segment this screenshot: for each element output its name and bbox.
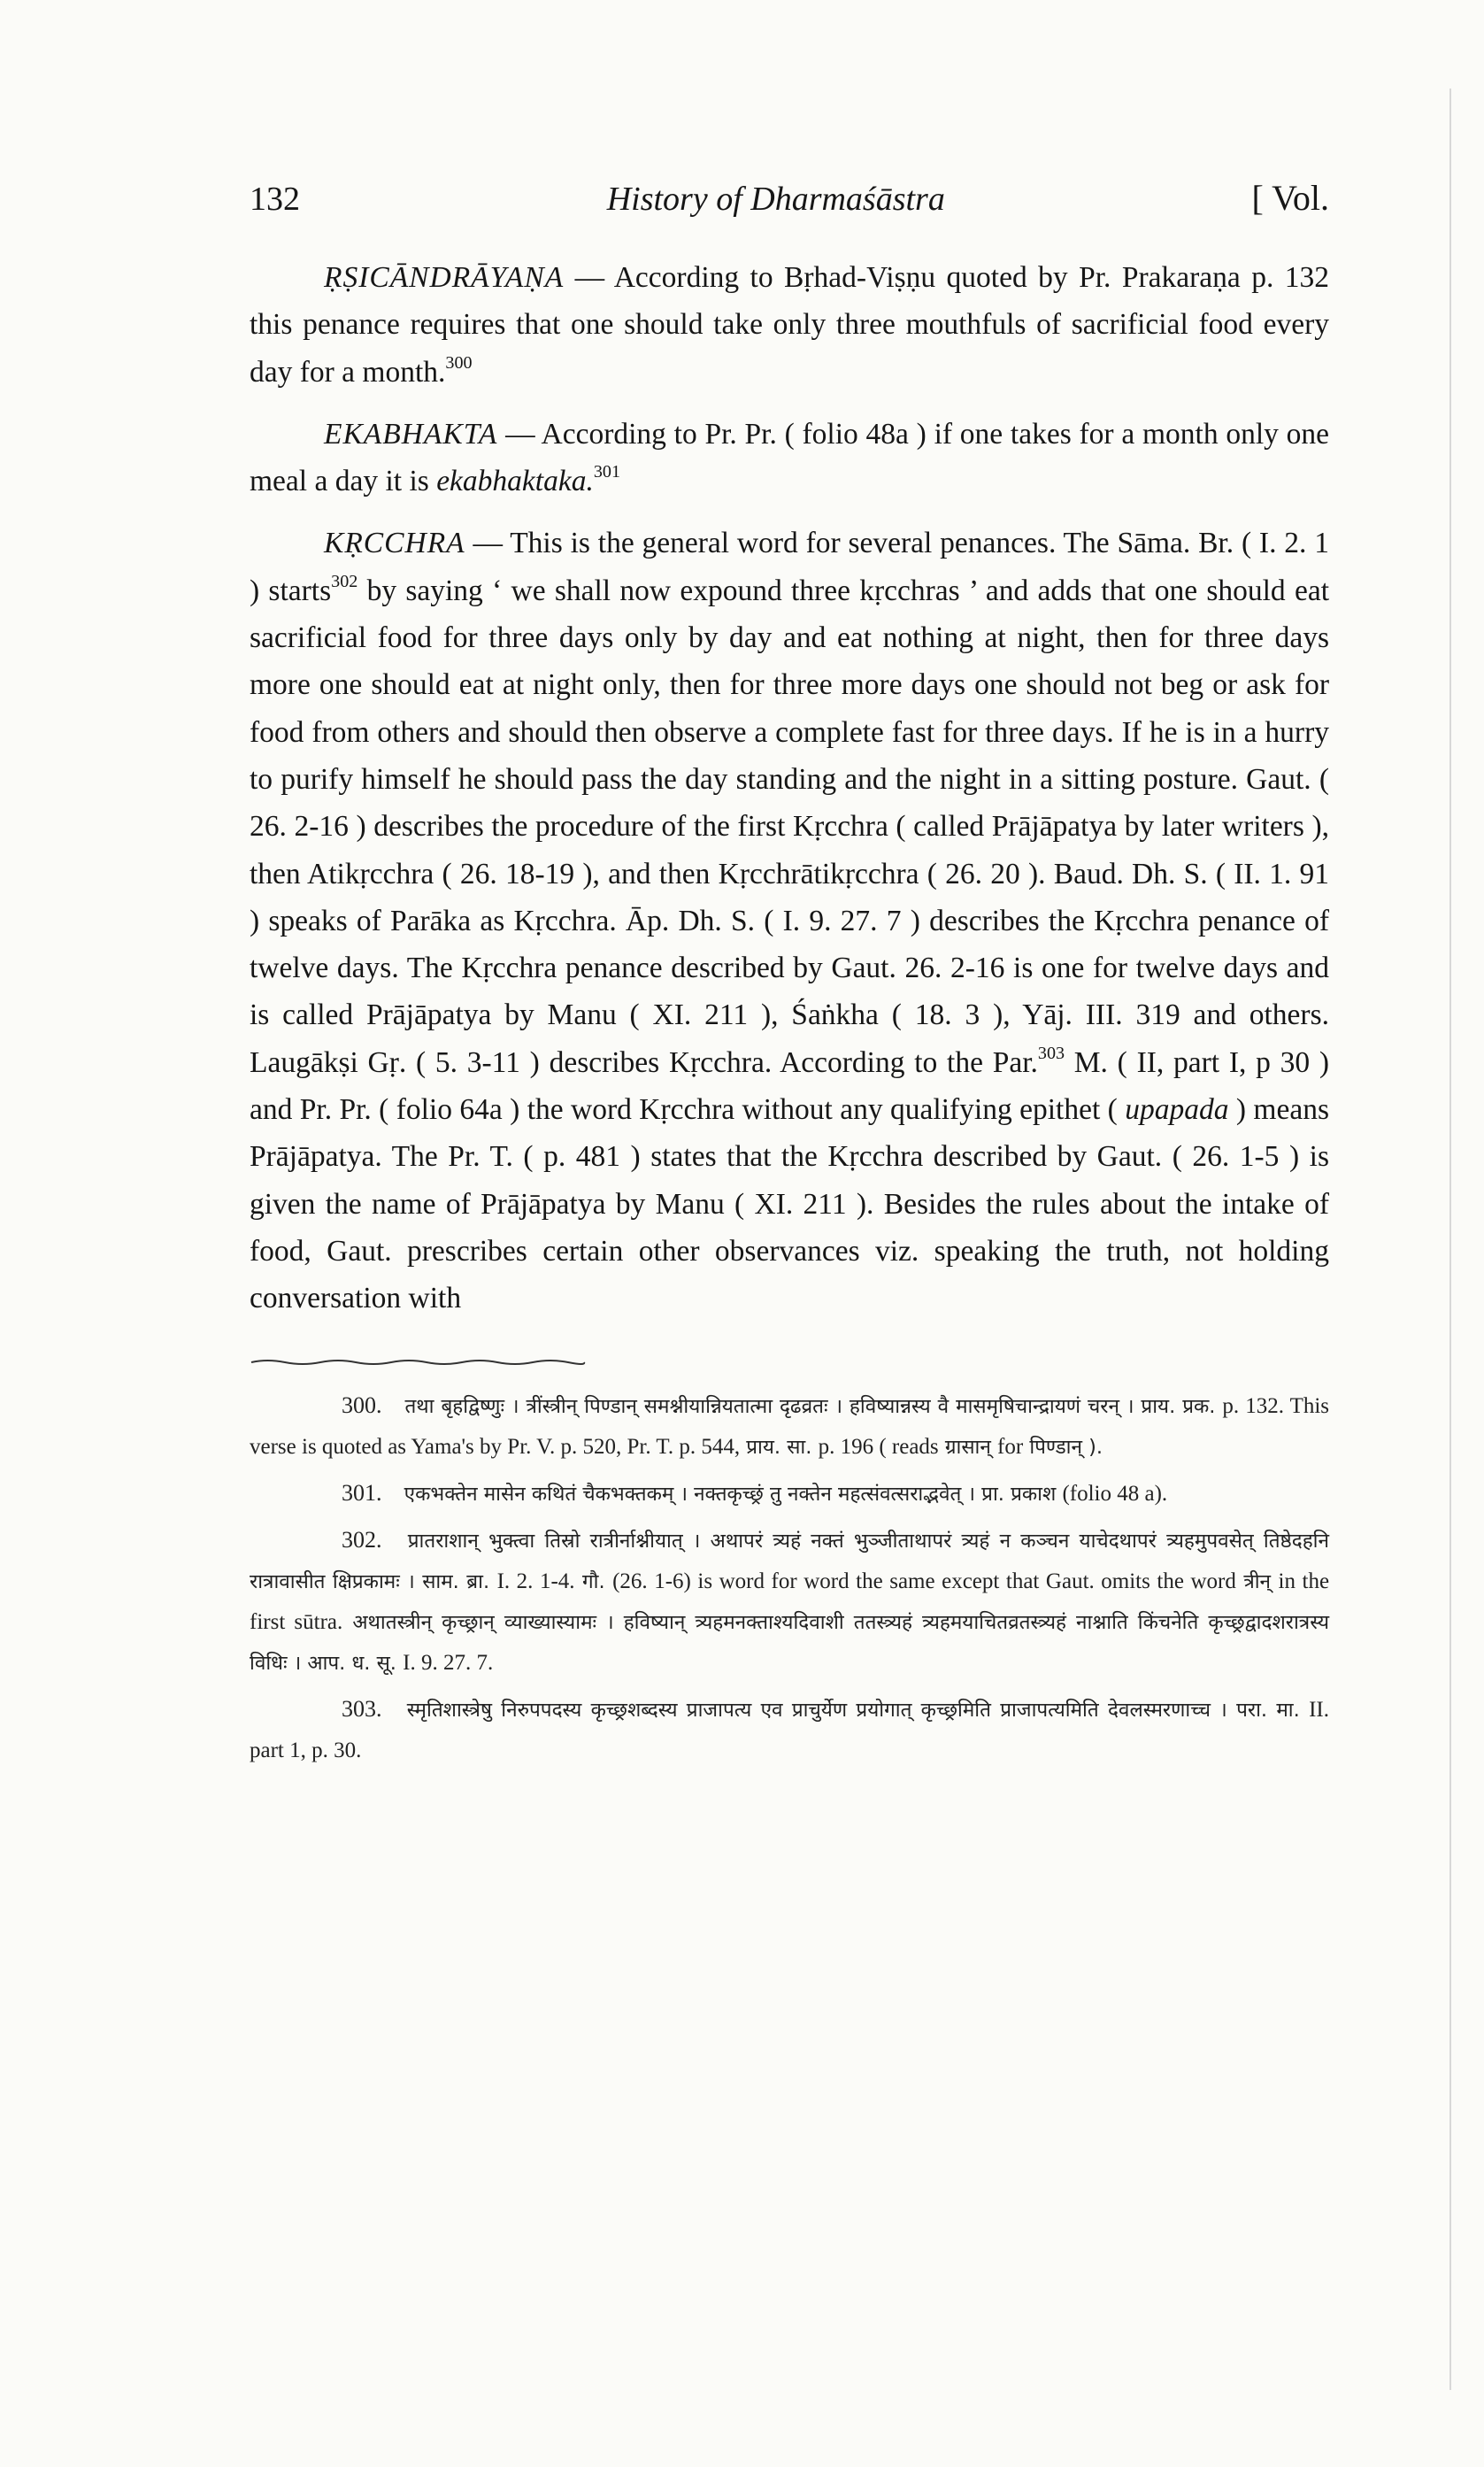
footnote-ref[interactable]: 300: [445, 352, 473, 373]
paragraph-text: — This is the general word for several penances. The Sāma. Br. ( I. 2. 1 ) starts: [250, 527, 1329, 607]
page-number: 132: [250, 181, 300, 218]
paragraph-text: M. ( II, part I, p 30 ) and Pr. Pr. ( folio 64a ) the word Kṛcchra without any qualifying epithet (: [250, 1045, 1329, 1127]
paragraph-rsicandrayana: [250, 254, 1329, 396]
footnote-number: 300.: [342, 1392, 382, 1418]
book-page: [250, 177, 1329, 1777]
running-header: [250, 177, 1329, 219]
footnote-sanskrit: अथातस्त्रीन् कृच्छ्रान् व्याख्यास्यामः । हविष्यान् त्र्यहमनक्ताश्यदिवाशी ततस्त्र्यहं त्र्यहमयाचितव्रतस्त्र्यहं नाश्नाति किंचनेति कृच्छ्रद्वादशरात्रस्य विधिः । आप. ध. सू.: [250, 1610, 1329, 1675]
footnote-separator: [250, 1357, 586, 1366]
footnote-sanskrit: ग्रासान्: [944, 1435, 991, 1459]
term-heading: EKABHAKTA: [324, 417, 498, 451]
paragraph-ekabhakta: [250, 411, 1329, 505]
main-text: [250, 254, 1329, 1322]
running-title: History of Dharmaśāstra: [606, 181, 945, 218]
footnote-text: (folio 48 a).: [1062, 1481, 1168, 1506]
italic-term: upapada: [1125, 1093, 1229, 1127]
term-heading: ṚṢICĀNDRĀYAṆA: [324, 261, 565, 294]
footnote-text: I. 9. 27. 7.: [403, 1650, 494, 1675]
volume-marker: [ Vol.: [1251, 178, 1329, 218]
footnote-number: 302.: [342, 1526, 382, 1553]
footnote-text: for: [997, 1434, 1024, 1459]
footnote-ref[interactable]: 302: [331, 571, 358, 591]
footnotes: [250, 1385, 1329, 1771]
footnote-text: in the first sūtra.: [250, 1569, 1330, 1634]
paragraph-text: — According to Pr. Pr. ( folio 48a ) if one takes for a month only one meal a day it is: [250, 417, 1329, 498]
paragraph-text: — According to Bṛhad-Viṣṇu quoted by Pr. Prakaraṇa p. 132 this penance requires that one should take only three mouthfuls of sacrificial food every day for a month.: [250, 261, 1329, 389]
footnote-text: II. part 1, p. 30.: [250, 1697, 1329, 1762]
paragraph-krcchra: [250, 520, 1329, 1322]
footnote-sanskrit: एकभक्तेन मासेन कथितं चैकभक्तकम् । नक्तकृच्छ्रं तु नक्तेन महत्संवत्सराद्भवेत् । प्रा. प्रकाश: [404, 1482, 1057, 1506]
page-edge-line: [1449, 89, 1451, 2390]
footnote-sanskrit: प्राय. सा.: [746, 1435, 812, 1459]
paragraph-text: ) means Prājāpatya. The Pr. T. ( p. 481 ) states that the Kṛcchra described by Gaut. ( 26. 1-5 ) is given the name of Prājāpatya by Manu ( XI. 211 ). Besides the rules about the intake of food, Gaut. prescribes certain other observances viz. speaking the truth, not holding conversation with: [250, 1093, 1330, 1315]
footnote-text: p. 132. This verse is quoted as Yama's by Pr. V. p. 520, Pr. T. p. 544,: [250, 1393, 1330, 1459]
footnote-number: 301.: [342, 1479, 382, 1506]
footnote-301: [250, 1473, 1329, 1515]
paragraph-text: by saying ‘ we shall now expound three kṛcchras ’ and adds that one should eat sacrificial food for three days only by day and eat nothing at night, then for three days more one should eat at night only, then for three more days one should not beg or ask for food from others and should then observe a complete fast for three days. If he is in a hurry to purify himself he should pass the day standing and the night in a sitting posture. Gaut. ( 26. 2-16 ) describes the procedure of the first Kṛcchra ( called Prājāpatya by later writers ), then Atikṛcchra ( 26. 18-19 ), and then Kṛcchrātikṛcchra ( 26. 20 ). Baud. Dh. S. ( II. 1. 91 ) speaks of Parāka as Kṛcchra. Āp. Dh. S. ( I. 9. 27. 7 ) describes the Kṛcchra penance of twelve days. The Kṛcchra penance described by Gaut. 26. 2-16 is one for twelve days and is called Prājāpatya by Manu ( XI. 211 ), Śaṅkha ( 18. 3 ), Yāj. III. 319 and others. Laugākṣi Gṛ. ( 5. 3-11 ) describes Kṛcchra. According to the Par.: [250, 574, 1330, 1079]
footnote-302: [250, 1520, 1329, 1684]
footnote-sanskrit: त्रीन्: [1243, 1569, 1272, 1593]
footnote-text: I. 2. 1-4.: [496, 1569, 575, 1593]
footnote-300: [250, 1385, 1329, 1468]
footnote-sanskrit: गौ.: [582, 1569, 605, 1593]
footnote-number: 303.: [342, 1695, 382, 1722]
footnote-ref[interactable]: 301: [593, 462, 620, 482]
footnote-sanskrit: तथा बृहद्विष्णुः । त्रींस्त्रीन् पिण्डान् समश्नीयान्नियतात्मा दृढव्रतः । हविष्यान्नस्य वै मासमृषिचान्द्रायणं चरन् । प्राय. प्रक.: [404, 1394, 1216, 1418]
footnote-text: p. 196 ( reads: [818, 1434, 939, 1459]
footnote-text: (26. 1-6) is word for word the same except that Gaut. omits the word: [612, 1569, 1236, 1593]
footnote-sanskrit: पिण्डान् ).: [1029, 1435, 1103, 1459]
term-heading: KṚCCHRA: [324, 527, 465, 560]
footnote-sanskrit: प्रातराशान् भुक्त्वा तिस्रो रात्रीर्नाश्नीयात् । अथापरं त्र्यहं नक्तं भुञ्जीताथापरं त्र्यहं न कञ्चन याचेदथापरं त्र्यहमुपवसेत् तिष्ठेदहनि रात्रावासीत क्षिप्रकामः । साम. ब्रा.: [250, 1529, 1329, 1593]
footnote-ref[interactable]: 303: [1037, 1043, 1065, 1063]
footnote-303: [250, 1689, 1329, 1771]
footnote-sanskrit: स्मृतिशास्त्रेषु निरुपपदस्य कृच्छ्रशब्दस्य प्राजापत्य एव प्राचुर्येण प्रयोगात् कृच्छ्रमिति प्राजापत्यमिति देवलस्मरणाच्च । परा. मा.: [406, 1698, 1300, 1722]
italic-term: ekabhaktaka.: [436, 465, 594, 498]
